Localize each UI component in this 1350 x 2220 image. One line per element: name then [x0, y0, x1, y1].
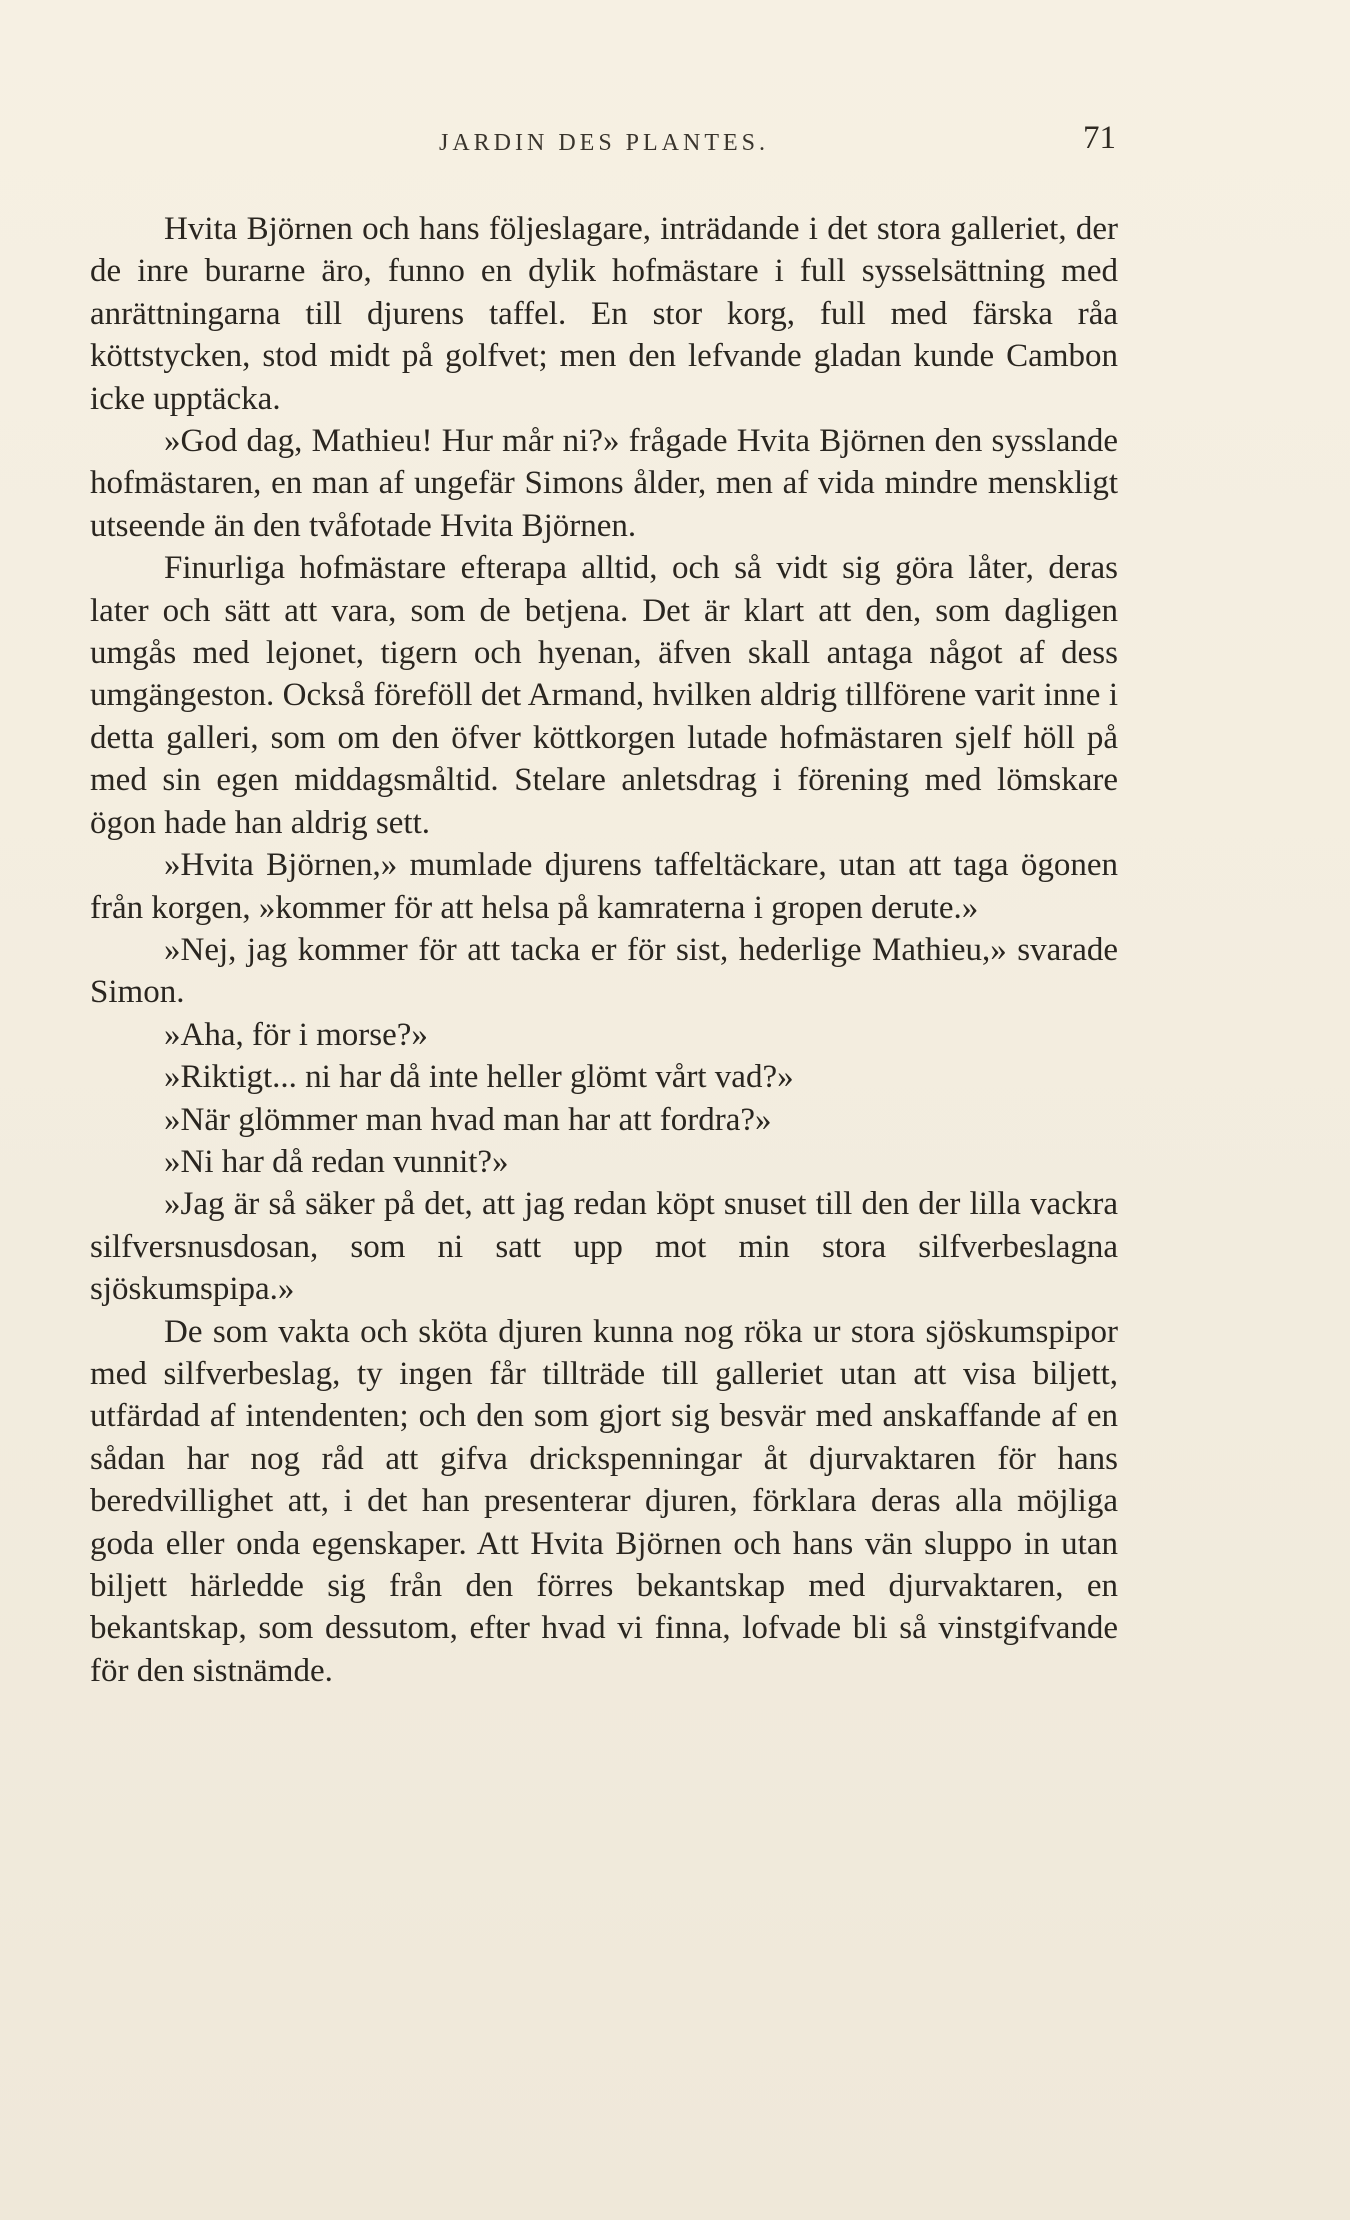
paragraph: Hvita Björnen och hans följeslagare, inträdande i det stora galleriet, der de inre burarne äro, funno en dylik hofmästare i full sysselsättning med anrättningarna till djurens taffel. En stor korg, full med färska råa köttstycken, stod midt på golfvet; men den lefvande gladan kunde Cambon icke upptäcka.	[90, 211, 1118, 417]
paragraph: »Jag är så säker på det, att jag redan köpt snuset till den der lilla vackra silfversnusdosan, som ni satt upp mot min stora silfverbeslagna sjöskumspipa.»	[90, 1186, 1118, 1308]
running-title: JARDIN DES PLANTES.	[438, 130, 769, 156]
running-head	[90, 120, 1118, 170]
paragraph: »Nej, jag kommer för att tacka er för sist, hederlige Mathieu,» svarade Simon.	[90, 931, 1118, 1011]
paragraph: Finurliga hofmästare efterapa alltid, och så vidt sig göra låter, deras later och sätt att vara, som de betjena. Det är klart att den, som dagligen umgås med lejonet, tigern och hyenan, äfven skall antaga något af dess umgängeston. Också föreföll det Armand, hvilken aldrig tillförene varit inne i detta galleri, som om den öfver köttkorgen lutade hofmästaren sjelf höll på med sin egen middagsmåltid. Stelare anletsdrag i förening med lömskare ögon hade han aldrig sett.	[90, 550, 1118, 841]
page-number: 71	[1083, 120, 1116, 156]
body-text	[90, 208, 1118, 1692]
paragraph: »Hvita Björnen,» mumlade djurens taffeltäckare, utan att taga ögonen från korgen, »kommer för att helsa på kamraterna i gropen derute.»	[90, 847, 1118, 926]
paragraph: »Riktigt... ni har då inte heller glömt vårt vad?»	[164, 1059, 794, 1096]
paragraph: »När glömmer man hvad man har att fordra?»	[164, 1101, 772, 1138]
paragraph: De som vakta och sköta djuren kunna nog röka ur stora sjöskumspipor med silfverbeslag, ty ingen får tillträde till galleriet utan att visa biljett, utfärdad af intendenten; och den som gjort sig besvär med anskaffande af en sådan har nog råd att gifva drickspenningar åt djurvaktaren för hans beredvillighet att, i det han presenterar djuren, förklara deras alla möjliga goda eller onda egenskaper. Att Hvita Björnen och hans vän sluppo in utan biljett härledde sig från den förres bekantskap med djurvaktaren, en bekantskap, som dessutom, efter hvad vi finna, lofvade bli så vinstgifvande för den sistnämde.	[90, 1313, 1118, 1689]
paragraph: »Aha, för i morse?»	[164, 1016, 428, 1053]
paragraph: »Ni har då redan vunnit?»	[164, 1143, 509, 1180]
paragraph: »God dag, Mathieu! Hur mår ni?» frågade Hvita Björnen den sysslande hofmästaren, en man af ungefär Simons ålder, men af vida mindre menskligt utseende än den tvåfotade Hvita Björnen.	[90, 423, 1118, 544]
